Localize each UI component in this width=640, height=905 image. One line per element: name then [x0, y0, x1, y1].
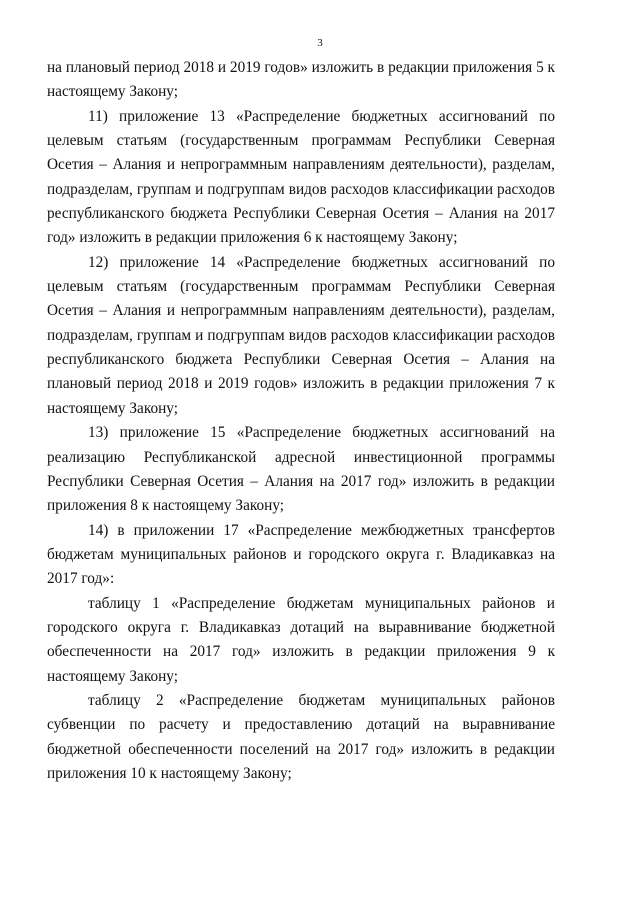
paragraph-item-11: 11) приложение 13 «Распределение бюджетных ассигнований по целевым статьям (государственным программам Республики Северная Осетия – Алания и непрограммным направлениям деятельности), разделам, подразделам, группам и подгруппам видов расходов классификации расходов республиканского бюджета Республики Северная Осетия – Алания на 2017 год» изложить в редакции приложения 6 к настоящему Закону; — [47, 107, 555, 247]
paragraph-table-2: таблицу 2 «Распределение бюджетам муниципальных районов субвенции по расчету и предоставлению дотаций на выравнивание бюджетной обеспеченности поселений на 2017 год» изложить в редакции приложения 10 к настоящему Закону; — [47, 691, 555, 782]
paragraph-table-1: таблицу 1 «Распределение бюджетам муниципальных районов и городского округа г. Владикавказ дотаций на выравнивание бюджетной обеспеченности на 2017 год» изложить в редакции приложения 9 к настоящему Закону; — [47, 594, 555, 685]
page-number: 3 — [317, 37, 323, 49]
paragraph-continued: на плановый период 2018 и 2019 годов» изложить в редакции приложения 5 к настоящему Закону; — [47, 59, 555, 101]
document-body — [47, 56, 555, 786]
paragraph-item-13: 13) приложение 15 «Распределение бюджетных ассигнований на реализацию Республиканской адресной инвестиционной программы Республики Северная Осетия – Алания на 2017 год» изложить в редакции приложения 8 к настоящему Закону; — [47, 424, 555, 515]
paragraph-item-12: 12) приложение 14 «Распределение бюджетных ассигнований по целевым статьям (государственным программам Республики Северная Осетия – Алания и непрограммным направлениям деятельности), разделам, подразделам, группам и подгруппам видов расходов классификации расходов республиканского бюджета Республики Северная Осетия – Алания на плановый период 2018 и 2019 годов» изложить в редакции приложения 7 к настоящему Закону; — [47, 253, 555, 417]
paragraph-item-14: 14) в приложении 17 «Распределение межбюджетных трансфертов бюджетам муниципальных районов и городского округа г. Владикавказ на 2017 год»: — [47, 521, 555, 588]
